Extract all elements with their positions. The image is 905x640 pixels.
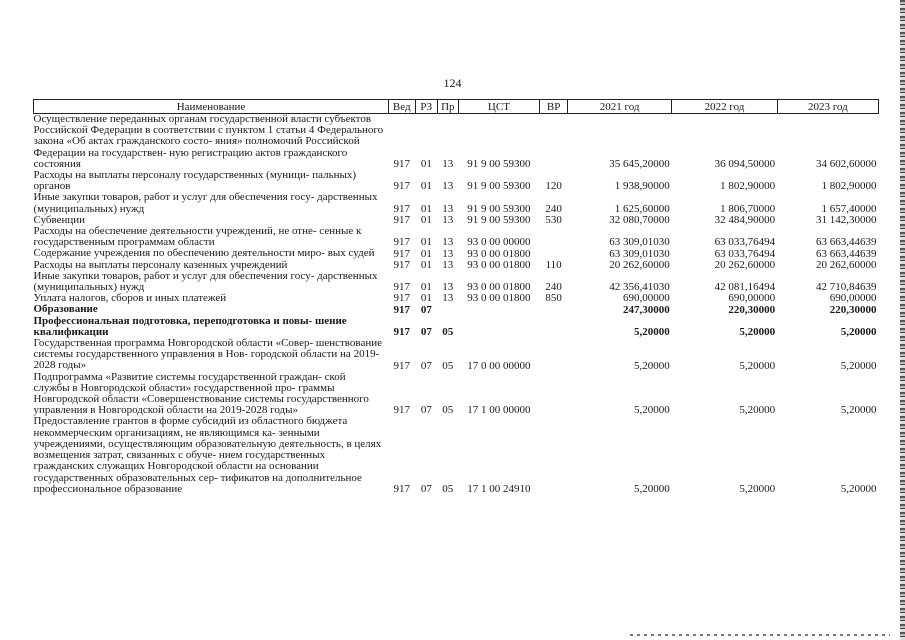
row-cst: 91 9 00 59300 [467,158,531,171]
row-cst: 17 1 00 00000 [467,404,531,417]
header-cst: ЦСТ [458,100,540,114]
row-name: Расходы на выплаты персоналу казенных учреждений [33,258,288,271]
row-pr: 13 [442,258,454,271]
table-row [34,170,879,192]
header-pr: Пр [438,100,458,114]
row-vr [540,372,568,417]
row-name: Подпрограмма «Развитие системы государственной граждан- ской службы в Новгородской области» государственной про- граммы Новгородской области «Совершенствование системы государственного управления в Новгородской области на 2019-2028 годы» [33,370,369,417]
row-ved: 917 [393,202,411,215]
row-2022: 5,20000 [739,482,776,495]
row-pr: 05 [442,359,454,372]
row-vr: 240 [545,281,562,294]
row-2023: 5,20000 [840,482,877,495]
row-vr [540,226,568,248]
row-vr: 240 [545,202,562,215]
table-row [34,271,879,293]
row-pr: 13 [442,202,454,215]
row-2021: 35 645,20000 [609,158,670,171]
row-rz: 07 [420,326,432,339]
row-name: Расходы на выплаты персоналу государственных (муници- пальных) органов [33,169,357,193]
row-vr: 530 [545,214,562,227]
row-vr [540,316,568,338]
row-2021: 5,20000 [634,482,670,495]
row-vr: 110 [545,258,562,271]
row-2023: 31 142,30000 [816,214,877,227]
row-2021: 32 080,70000 [609,214,670,227]
row-rz: 01 [420,292,432,305]
row-ved: 917 [393,326,411,339]
row-2022: 36 094,50000 [714,158,776,171]
row-2023: 5,20000 [840,404,877,417]
row-rz: 01 [420,281,432,294]
row-cst: 91 9 00 59300 [467,214,531,227]
row-vr: 850 [545,292,562,305]
row-pr: 05 [442,404,454,417]
row-2021: 1 938,90000 [614,180,670,193]
row-2021: 20 262,60000 [609,258,670,271]
table-row [34,293,879,304]
row-cst: 91 9 00 59300 [467,202,531,215]
header-name: Наименование [34,100,389,114]
table-row [34,248,879,259]
row-2022: 220,30000 [728,303,776,316]
row-2023: 1 802,90000 [821,180,877,193]
row-name: Расходы на обеспечение деятельности учреждений, не отне- сенные к государственным программам области [33,225,362,249]
row-ved: 917 [393,359,411,372]
row-pr: 05 [442,326,454,339]
table-row [34,316,879,338]
row-2023: 63 663,44639 [816,236,877,249]
row-2021: 247,30000 [623,303,670,316]
row-2021: 63 309,01030 [609,247,670,260]
row-ved: 917 [393,482,411,495]
row-2023: 220,30000 [829,303,877,316]
row-rz: 07 [420,359,432,372]
row-ved: 917 [393,258,411,271]
table-row [34,372,879,417]
table-row [34,192,879,214]
row-2021: 5,20000 [634,359,670,372]
table-header-row [34,100,879,114]
row-name: Государственная программа Новгородской области «Совер- шенствование системы государственного управления в Нов- городской области на 2019-2028 годы» [33,337,382,372]
row-2022: 32 484,90000 [714,214,776,227]
row-2022: 690,00000 [728,292,776,305]
row-rz: 01 [420,214,432,227]
row-vr [540,304,568,315]
row-vr [540,416,568,494]
table-row [34,338,879,372]
header-2023: 2023 год [777,100,878,114]
row-rz: 07 [420,404,432,417]
row-2022: 5,20000 [739,404,776,417]
row-ved: 917 [393,247,411,260]
row-2023: 5,20000 [840,359,877,372]
row-2022: 5,20000 [739,359,776,372]
row-rz: 01 [420,180,432,193]
table-row [34,416,879,494]
row-ved: 917 [393,236,411,249]
row-rz: 01 [420,258,432,271]
header-ved: Вед [388,100,415,114]
row-name: Предоставление грантов в форме субсидий из областного бюджета некоммерческим организациям, не являющимся ка- зенными учреждениями, осуществляющим образовательную деятельность, в целях возмещения затрат, связанных с обуче- нием государственных гражданских служащих Новгородской области на основании государственных образовательных сер- тификатов на дополнительное профессиональное образование [33,415,382,495]
row-ved: 917 [393,303,411,316]
row-2021: 690,00000 [623,292,670,305]
row-2022: 63 033,76494 [714,236,776,249]
scan-artifact [630,634,890,636]
row-cst: 93 0 00 01800 [467,281,531,294]
row-2022: 20 262,60000 [714,258,776,271]
row-rz: 01 [420,247,432,260]
row-pr: 05 [442,482,454,495]
row-pr: 13 [442,292,454,305]
header-2022: 2022 год [672,100,777,114]
row-pr: 13 [442,247,454,260]
row-2023: 20 262,60000 [816,258,877,271]
row-name: Уплата налогов, сборов и иных платежей [33,292,227,305]
row-rz: 07 [420,303,432,316]
row-pr: 13 [442,180,454,193]
page-number: 124 [443,76,462,90]
row-vr [540,248,568,259]
row-2022: 42 081,16494 [714,281,776,294]
row-cst: 17 1 00 24910 [467,482,531,495]
row-cst: 17 0 00 00000 [467,359,531,372]
row-ved: 917 [393,281,411,294]
table-row [34,226,879,248]
row-vr: 120 [545,180,562,193]
row-rz: 07 [420,482,432,495]
row-pr: 13 [442,158,454,171]
table-body [34,114,879,495]
row-rz: 01 [420,236,432,249]
row-name: Профессиональная подготовка, переподготовка и повы- шение квалификации [33,314,347,338]
row-2021: 1 625,60000 [614,202,670,215]
row-cst [458,316,540,338]
row-2021: 5,20000 [634,404,670,417]
row-name: Содержание учреждения по обеспечению деятельности миро- вых судей [33,247,375,260]
row-rz: 01 [420,158,432,171]
row-2022: 1 806,70000 [720,202,776,215]
row-pr: 13 [442,281,454,294]
row-ved: 917 [393,180,411,193]
row-ved: 917 [393,158,411,171]
row-name: Образование [33,303,98,316]
header-vr: ВР [540,100,568,114]
row-pr [438,304,458,315]
row-name: Иные закупки товаров, работ и услуг для обеспечения госу- дарственных (муниципальных) нужд [33,269,378,294]
row-2023: 42 710,84639 [816,281,877,294]
row-2021: 63 309,01030 [609,236,670,249]
header-rz: РЗ [415,100,438,114]
row-ved: 917 [393,404,411,417]
row-2022: 1 802,90000 [720,180,776,193]
row-2021: 42 356,41030 [609,281,670,294]
row-2023: 690,00000 [829,292,877,305]
row-name: Иные закупки товаров, работ и услуг для обеспечения госу- дарственных (муниципальных) нужд [33,191,378,215]
row-2022: 5,20000 [739,326,776,339]
table-row [34,114,879,171]
row-2023: 1 657,40000 [821,202,877,215]
header-2021: 2021 год [567,100,671,114]
row-2022: 63 033,76494 [714,247,776,260]
budget-table [33,99,879,495]
row-2023: 34 602,60000 [816,158,877,171]
row-2021: 5,20000 [634,326,670,339]
row-cst: 93 0 00 01800 [467,258,531,271]
row-vr [540,338,568,372]
row-rz: 01 [420,202,432,215]
table-row [34,304,879,315]
row-pr: 13 [442,214,454,227]
row-cst: 91 9 00 59300 [467,180,531,193]
row-2023: 5,20000 [840,326,877,339]
row-ved: 917 [393,292,411,305]
row-name: Осуществление переданных органам государственной власти субъектов Российской Федерации в соответствии с пунктом 1 статьи 4 Федерального закона «Об актах гражданского состо- яния» полномочий Российской Федерации на государствен- ную регистрацию актов гражданского состояния [33,113,384,170]
row-ved: 917 [393,214,411,227]
row-2023: 63 663,44639 [816,247,877,260]
row-cst: 93 0 00 01800 [467,292,531,305]
row-vr [540,114,568,171]
row-cst: 93 0 00 00000 [467,236,531,249]
row-name: Субвенции [33,213,86,226]
row-cst: 93 0 00 01800 [467,247,531,260]
row-cst [458,304,540,315]
scan-edge [900,0,905,640]
row-pr: 13 [442,236,454,249]
